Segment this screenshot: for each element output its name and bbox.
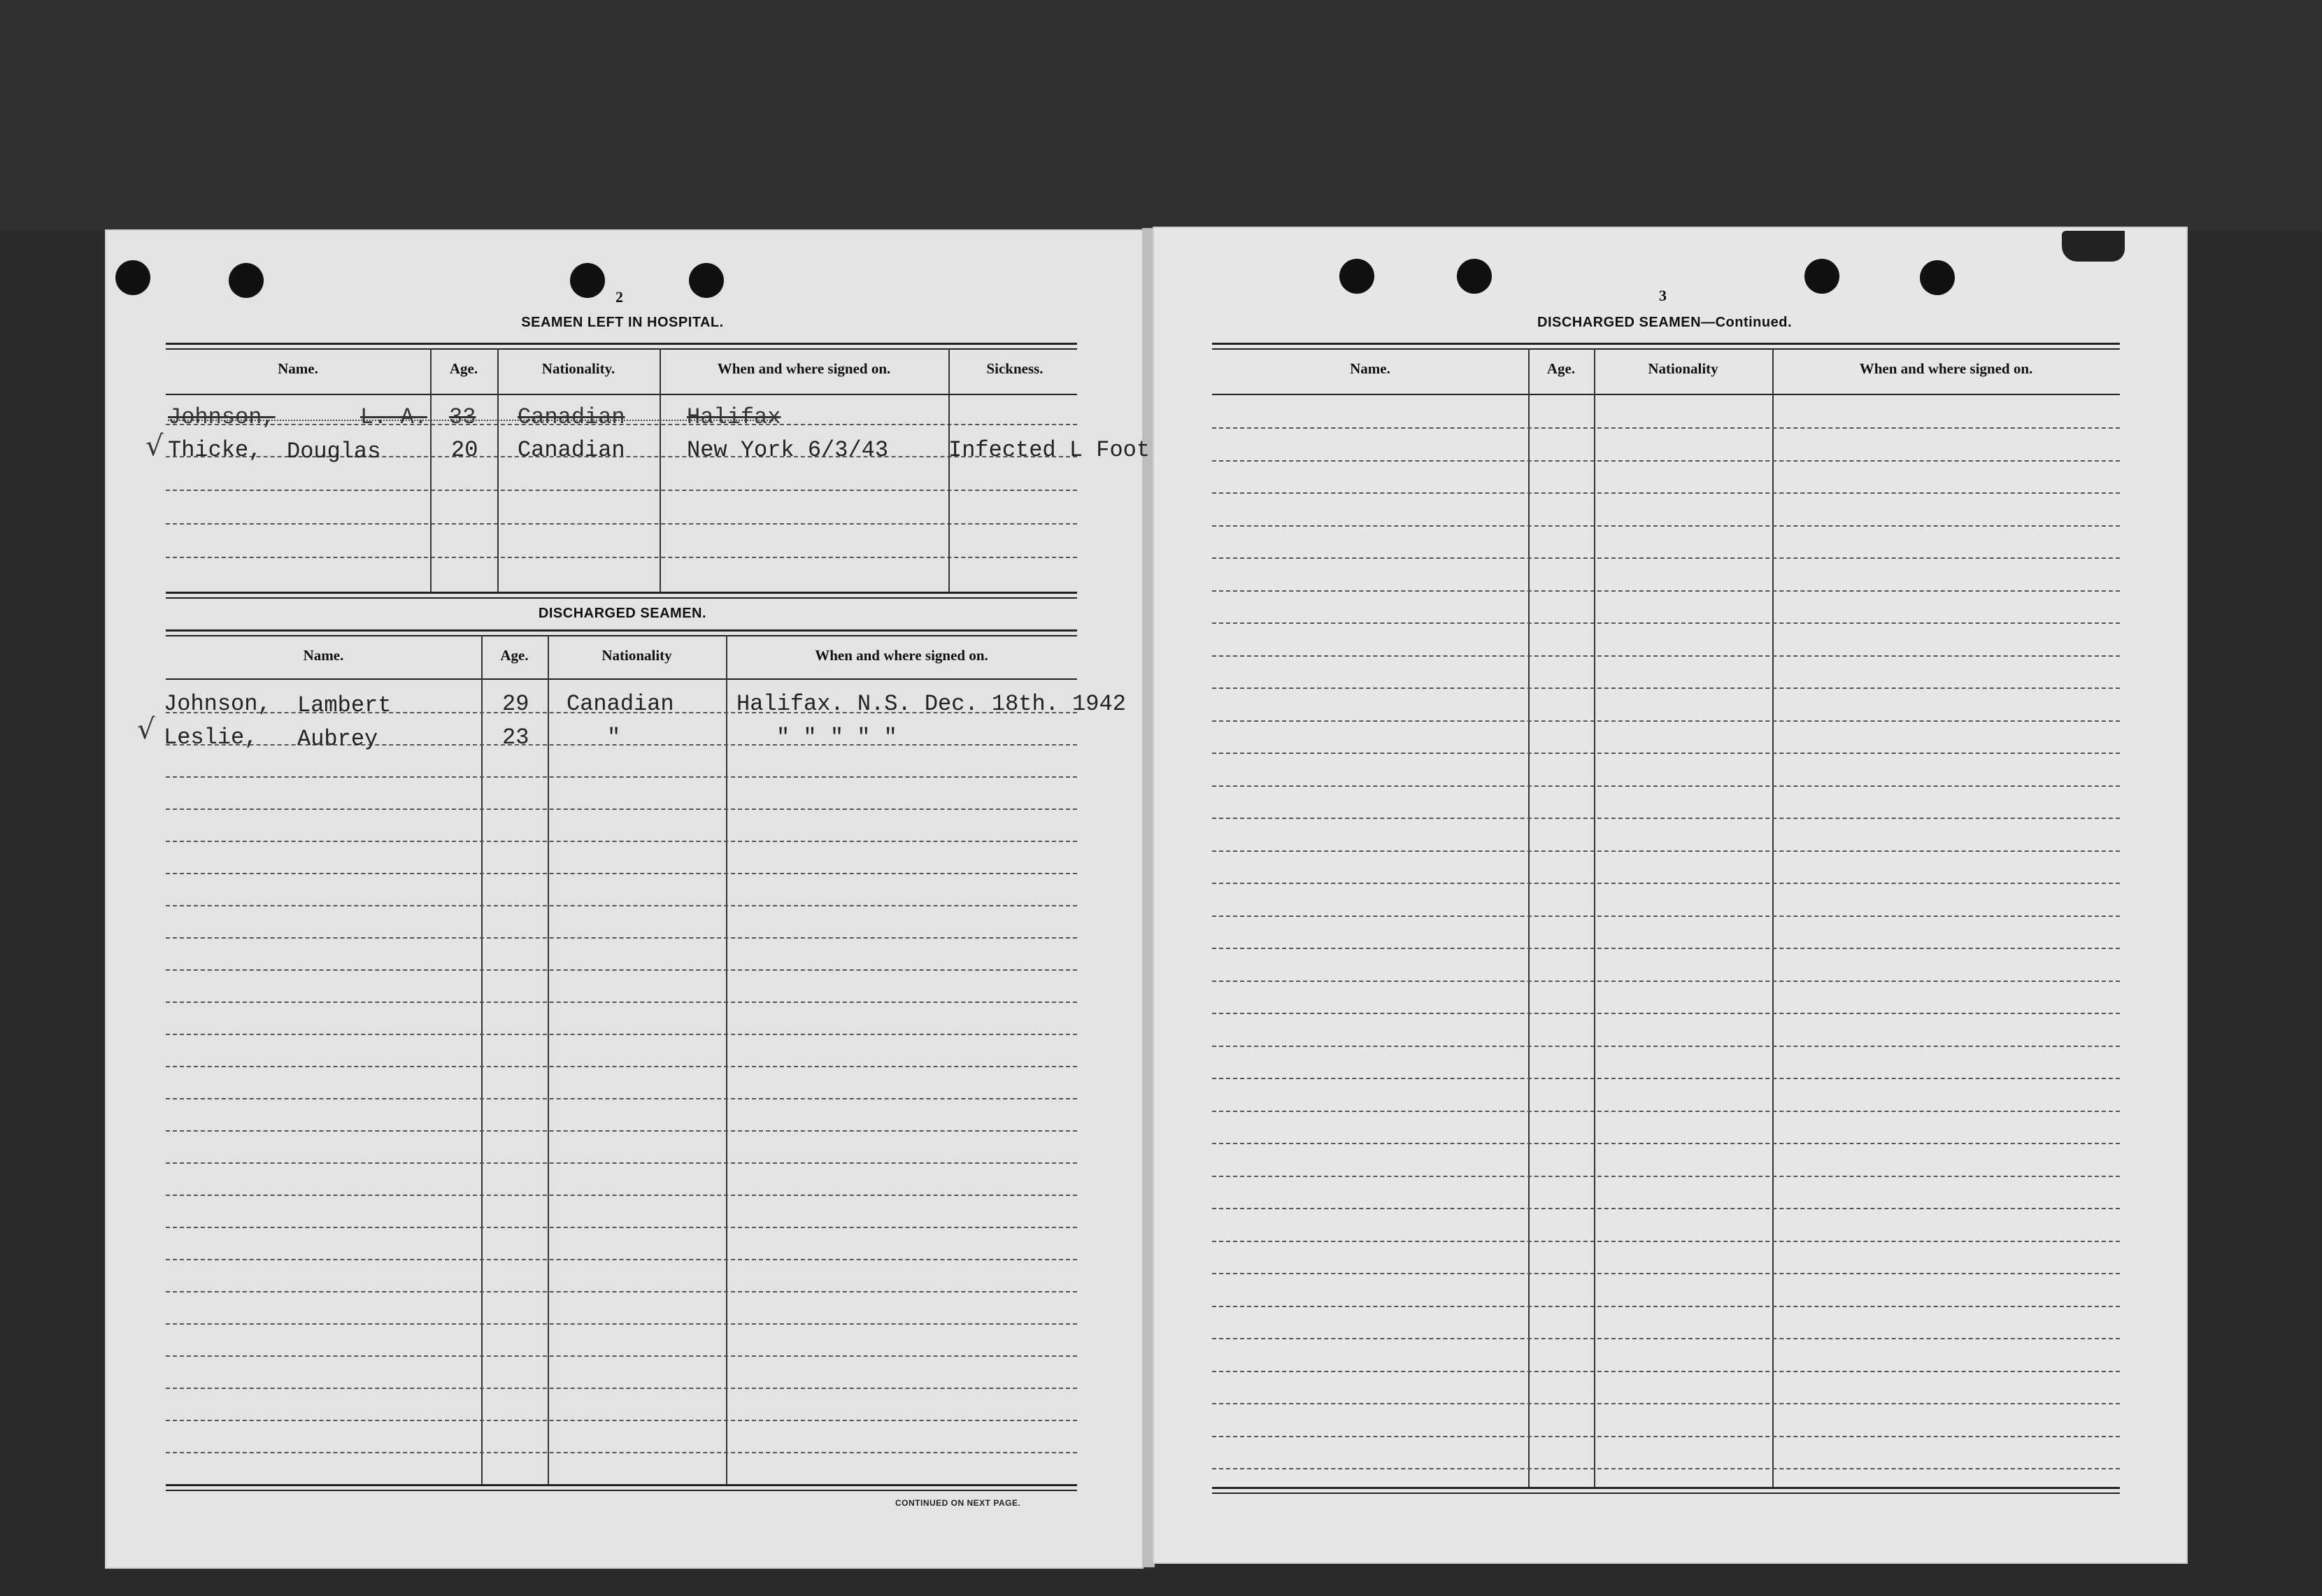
table-rule bbox=[1212, 343, 2120, 345]
table-row-signed-on: " " " " " bbox=[776, 725, 897, 750]
dotted-row-line bbox=[1212, 1338, 2120, 1339]
dotted-row-line bbox=[1212, 622, 2120, 624]
dotted-row-line bbox=[166, 557, 1077, 558]
left-page bbox=[105, 229, 1144, 1569]
dotted-row-line bbox=[166, 873, 1077, 874]
column-rule bbox=[1594, 348, 1595, 1487]
hospital-section-title: SEAMEN LEFT IN HOSPITAL. bbox=[521, 315, 724, 330]
column-rule bbox=[948, 348, 950, 592]
dotted-row-line bbox=[1212, 427, 2120, 429]
torn-corner bbox=[2062, 231, 2125, 262]
table-row-surname: Thicke, bbox=[168, 437, 262, 463]
table-rule bbox=[1212, 1487, 2120, 1489]
table-row-given: L. A. bbox=[360, 404, 428, 430]
dotted-row-line bbox=[166, 1066, 1077, 1067]
table-row-nationality: Canadian bbox=[518, 404, 625, 430]
table-row-given: Douglas bbox=[287, 439, 381, 464]
dotted-row-line bbox=[1212, 1403, 2120, 1404]
table-row-surname: Johnson, bbox=[168, 404, 276, 430]
table-row-nationality: Canadian bbox=[518, 437, 625, 463]
column-rule bbox=[726, 635, 727, 1485]
punch-hole bbox=[689, 263, 724, 298]
dotted-row-line bbox=[1212, 1046, 2120, 1047]
dotted-row-line bbox=[166, 1355, 1077, 1357]
dotted-row-line bbox=[1212, 655, 2120, 657]
dotted-row-line bbox=[1212, 785, 2120, 787]
dotted-row-line bbox=[166, 905, 1077, 906]
table-rule bbox=[166, 1484, 1077, 1486]
col-header-name: Name. bbox=[303, 647, 344, 664]
table-rule bbox=[166, 635, 1077, 636]
table-rule bbox=[166, 348, 1077, 350]
dotted-row-line bbox=[1212, 525, 2120, 527]
page-number-right: 3 bbox=[1659, 287, 1667, 304]
dotted-row-line bbox=[1212, 850, 2120, 852]
col-header-nationality: Nationality bbox=[1648, 360, 1718, 377]
check-mark: √ bbox=[145, 430, 164, 462]
dotted-row-line bbox=[166, 1162, 1077, 1164]
column-rule bbox=[497, 348, 499, 592]
dotted-row-line bbox=[166, 937, 1077, 939]
col-header-signed-on: When and where signed on. bbox=[1859, 360, 2033, 377]
punch-hole bbox=[229, 263, 264, 298]
table-row-signed-on: Halifax. N.S. Dec. 18th. 1942 bbox=[736, 691, 1126, 717]
table-row-surname: Johnson, bbox=[164, 691, 271, 717]
punch-hole bbox=[1804, 259, 1839, 294]
dotted-row-line bbox=[1212, 883, 2120, 884]
punch-hole bbox=[570, 263, 605, 298]
footer-note: CONTINUED ON NEXT PAGE. bbox=[895, 1498, 1021, 1508]
dotted-row-line bbox=[166, 841, 1077, 842]
dotted-row-line bbox=[1212, 1143, 2120, 1144]
punch-hole bbox=[115, 260, 150, 295]
dotted-row-line bbox=[166, 969, 1077, 971]
table-rule bbox=[1212, 1492, 2120, 1494]
dotted-row-line bbox=[166, 1452, 1077, 1453]
strike-line bbox=[168, 420, 776, 421]
table-row-nationality: " bbox=[607, 725, 621, 750]
dotted-row-line bbox=[166, 1388, 1077, 1389]
dotted-row-line bbox=[1212, 1241, 2120, 1242]
column-rule bbox=[1528, 348, 1530, 1487]
dotted-row-line bbox=[166, 1291, 1077, 1292]
table-rule bbox=[166, 592, 1077, 594]
column-rule bbox=[481, 635, 483, 1485]
table-row-given: Aubrey bbox=[297, 726, 378, 752]
dotted-row-line bbox=[1212, 687, 2120, 689]
background bbox=[0, 0, 2322, 231]
dotted-row-line bbox=[1212, 1208, 2120, 1209]
dotted-row-line bbox=[1212, 1273, 2120, 1274]
dotted-row-line bbox=[1212, 1111, 2120, 1112]
dotted-row-line bbox=[1212, 915, 2120, 917]
dotted-row-line bbox=[1212, 753, 2120, 754]
table-row-signed-on: Halifax bbox=[687, 404, 781, 430]
table-rule bbox=[166, 394, 1077, 395]
page-number-left: 2 bbox=[615, 288, 623, 306]
dotted-row-line bbox=[1212, 720, 2120, 722]
punch-hole bbox=[1457, 259, 1492, 294]
column-rule bbox=[660, 348, 661, 592]
table-row-signed-on: New York 6/3/43 bbox=[687, 437, 889, 463]
table-rule bbox=[166, 343, 1077, 345]
column-rule bbox=[430, 348, 432, 592]
col-header-signed-on: When and where signed on. bbox=[717, 360, 891, 377]
dotted-row-line bbox=[166, 1002, 1077, 1003]
col-header-age: Age. bbox=[1546, 360, 1576, 377]
dotted-row-line bbox=[1212, 1078, 2120, 1079]
dotted-row-line bbox=[1212, 1436, 2120, 1437]
dotted-row-line bbox=[166, 808, 1077, 810]
table-rule bbox=[166, 678, 1077, 680]
table-rule bbox=[166, 597, 1077, 599]
col-header-age: Age. bbox=[500, 647, 529, 664]
col-header-sickness: Sickness. bbox=[986, 360, 1044, 377]
col-header-age: Age. bbox=[449, 360, 478, 377]
col-header-name: Name. bbox=[278, 360, 318, 377]
dotted-row-line bbox=[1212, 948, 2120, 949]
dotted-row-line bbox=[166, 1195, 1077, 1196]
dotted-row-line bbox=[1212, 1013, 2120, 1014]
dotted-row-line bbox=[1212, 557, 2120, 559]
dotted-row-line bbox=[166, 523, 1077, 525]
col-header-nationality: Nationality. bbox=[541, 360, 615, 377]
dotted-row-line bbox=[1212, 1371, 2120, 1372]
dotted-row-line bbox=[166, 1259, 1077, 1260]
col-header-name: Name. bbox=[1350, 360, 1390, 377]
col-header-nationality: Nationality bbox=[601, 647, 672, 664]
punch-hole bbox=[1339, 259, 1374, 294]
dotted-row-line bbox=[166, 1323, 1077, 1325]
dotted-row-line bbox=[166, 776, 1077, 778]
dotted-row-line bbox=[1212, 981, 2120, 982]
dotted-row-line bbox=[166, 1227, 1077, 1228]
punch-hole bbox=[1920, 260, 1955, 295]
dotted-row-line bbox=[1212, 590, 2120, 592]
dotted-row-line bbox=[1212, 1468, 2120, 1469]
column-rule bbox=[548, 635, 549, 1485]
table-rule bbox=[166, 629, 1077, 632]
table-row-sickness: Infected L Foot bbox=[948, 437, 1151, 463]
dotted-row-line bbox=[1212, 818, 2120, 819]
dotted-row-line bbox=[1212, 492, 2120, 494]
table-row-given: Lambert bbox=[297, 692, 392, 718]
dotted-row-line bbox=[166, 1130, 1077, 1132]
col-header-signed-on: When and where signed on. bbox=[815, 647, 988, 664]
discharged-continued-title: DISCHARGED SEAMEN—Continued. bbox=[1537, 315, 1792, 330]
table-row-age: 29 bbox=[502, 691, 529, 717]
check-mark: √ bbox=[137, 713, 155, 746]
table-row-age: 20 bbox=[451, 437, 478, 463]
table-rule bbox=[1212, 394, 2120, 395]
table-row-age: 33 bbox=[449, 404, 476, 430]
dotted-row-line bbox=[1212, 1176, 2120, 1177]
table-rule bbox=[1212, 348, 2120, 350]
dotted-row-line bbox=[1212, 460, 2120, 462]
column-rule bbox=[1772, 348, 1774, 1487]
discharged-section-title: DISCHARGED SEAMEN. bbox=[538, 606, 707, 621]
table-row-surname: Leslie, bbox=[164, 725, 258, 750]
table-row-nationality: Canadian bbox=[567, 691, 674, 717]
dotted-row-line bbox=[166, 1098, 1077, 1099]
dotted-row-line bbox=[166, 1034, 1077, 1035]
table-rule bbox=[166, 1490, 1077, 1491]
dotted-row-line bbox=[166, 1420, 1077, 1421]
table-row-age: 23 bbox=[502, 725, 529, 750]
dotted-row-line bbox=[1212, 1306, 2120, 1307]
dotted-row-line bbox=[166, 490, 1077, 491]
